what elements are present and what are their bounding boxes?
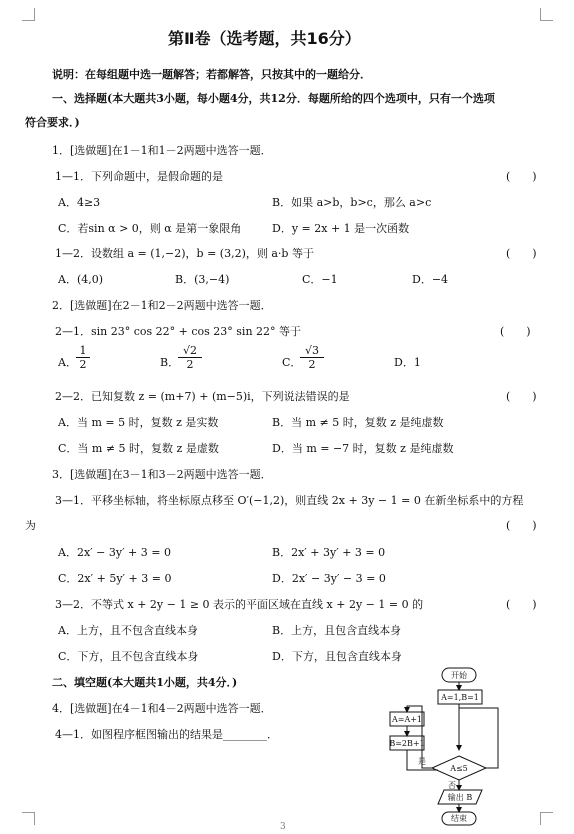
q3-2-option-b: B．上方，且包含直线本身 [272,624,402,637]
q1-1-option-d: D．y = 2x + 1 是一次函数 [272,222,410,235]
q2-1-option-c-label: C． [282,356,302,369]
q2-2-option-a: A．当 m = 5 时，复数 z 是实数 [58,416,219,429]
q3-1-option-d: D．2x′ − 3y′ − 3 = 0 [272,572,386,585]
fraction-numerator: √2 [178,344,202,358]
q2-1-option-b-label: B． [160,356,180,369]
answer-bracket: ( ) [506,170,537,183]
flowchart-start-label: 开始 [451,671,467,680]
q2-2-stem: 2—2．已知复数 z = (m+7) + (m−5)i，下列说法错误的是 [55,390,350,403]
q3-2-stem: 3—2．不等式 x + 2y − 1 ≥ 0 表示的平面区域在直线 x + 2y − 1 = 0 的 [55,598,424,611]
fraction-denominator: 2 [186,358,194,371]
q3-1-option-c: C．2x′ + 5y′ + 3 = 0 [58,572,172,585]
q2-2-option-b: B．当 m ≠ 5 时，复数 z 是纯虚数 [272,416,444,429]
q3-2-option-a: A．上方，且不包含直线本身 [58,624,198,637]
section1-heading-line1: 一、选择题(本大题共3小题，每小题4分，共12分．每题所给的四个选项中，只有一个选项 [52,92,495,105]
flowchart-output-label: 输出 B [447,793,473,802]
q1-2-option-d: D．−4 [412,273,449,286]
section1-heading-line2: 符合要求．) [25,116,80,129]
crop-mark-top-left [22,8,35,21]
q2-1-option-d: D．1 [394,356,421,369]
flowchart-condition-label: A≤5 [450,764,468,773]
flowchart-init-label: A=1,B=1 [441,693,479,702]
flowchart-end-label: 结束 [451,814,467,823]
crop-mark-bottom-left [22,812,35,825]
crop-mark-bottom-right [540,812,553,825]
q3-heading: 3．[选做题]在3－1和3－2两题中选答一题． [52,468,272,481]
q3-1-stem-line1: 3—1．平移坐标轴，将坐标原点移至 O′(−1,2)，则直线 2x + 3y − 1 = 0 在新坐标系中的方程 [55,494,524,507]
page-title: 第Ⅱ卷（选考题，共16分） [168,29,361,48]
q4-heading: 4．[选做题]在4－1和4－2两题中选答一题． [52,702,272,715]
q2-1-option-a-fraction [76,344,90,371]
q3-1-stem-line2: 为 [25,519,36,532]
answer-bracket: ( ) [500,325,531,338]
q1-2-option-b: B．(3,−4) [175,273,230,286]
flowchart-no-label: 否 [448,781,456,790]
answer-bracket: ( ) [506,247,537,260]
q2-1-option-c-fraction [300,344,324,371]
q1-1-option-a: A．4≥3 [58,196,101,209]
q2-heading: 2．[选做题]在2－1和2－2两题中选答一题． [52,299,272,312]
q1-2-stem: 1—2．设数组 a = (1,−2)，b = (3,2)，则 a·b 等于 [55,247,314,260]
q1-2-option-c: C．−1 [302,273,338,286]
q4-1-stem: 4—1．如图程序框图输出的结果是________． [55,728,278,741]
q2-1-stem: 2—1．sin 23° cos 22° + cos 23° sin 22° 等于 [55,325,302,338]
instruction-note: 说明：在每组题中选一题解答；若都解答，只按其中的一题给分． [52,68,371,81]
q3-2-option-d: D．下方，且包含直线本身 [272,650,402,663]
q3-1-option-a: A．2x′ − 3y′ + 3 = 0 [58,546,171,559]
fraction-numerator: √3 [300,344,324,358]
q2-2-option-d: D．当 m = −7 时，复数 z 是纯虚数 [272,442,454,455]
q3-2-option-c: C．下方，且不包含直线本身 [58,650,199,663]
flowchart-a-update-label: A=A+1 [391,715,423,724]
q2-1-option-a-label: A． [58,356,77,369]
page-number: 3 [280,822,286,832]
answer-bracket: ( ) [506,390,537,403]
q1-2-option-a: A．(4,0) [58,273,104,286]
flowchart-b-update-label: B=2B+1 [389,739,425,748]
answer-bracket: ( ) [506,598,537,611]
flowchart-yes-label: 是 [418,757,426,766]
q3-1-option-b: B．2x′ + 3y′ + 3 = 0 [272,546,386,559]
section2-heading: 二、填空题(本大题共1小题，共4分．) [52,676,238,689]
q1-1-option-b: B．如果 a>b，b>c，那么 a>c [272,196,432,209]
q2-2-option-c: C．当 m ≠ 5 时，复数 z 是虚数 [58,442,219,455]
q2-1-option-b-fraction [178,344,202,371]
q1-heading: 1．[选做题]在1－1和1－2两题中选答一题． [52,144,272,157]
program-flowchart [382,666,532,826]
q1-1-stem: 1—1．下列命题中，是假命题的是 [55,170,223,183]
fraction-denominator: 2 [308,358,316,371]
fraction-denominator: 2 [79,358,87,371]
answer-bracket: ( ) [506,519,537,532]
q1-1-option-c: C．若sin α > 0，则 α 是第一象限角 [58,222,242,235]
fraction-numerator: 1 [76,344,90,358]
crop-mark-top-right [540,8,553,21]
